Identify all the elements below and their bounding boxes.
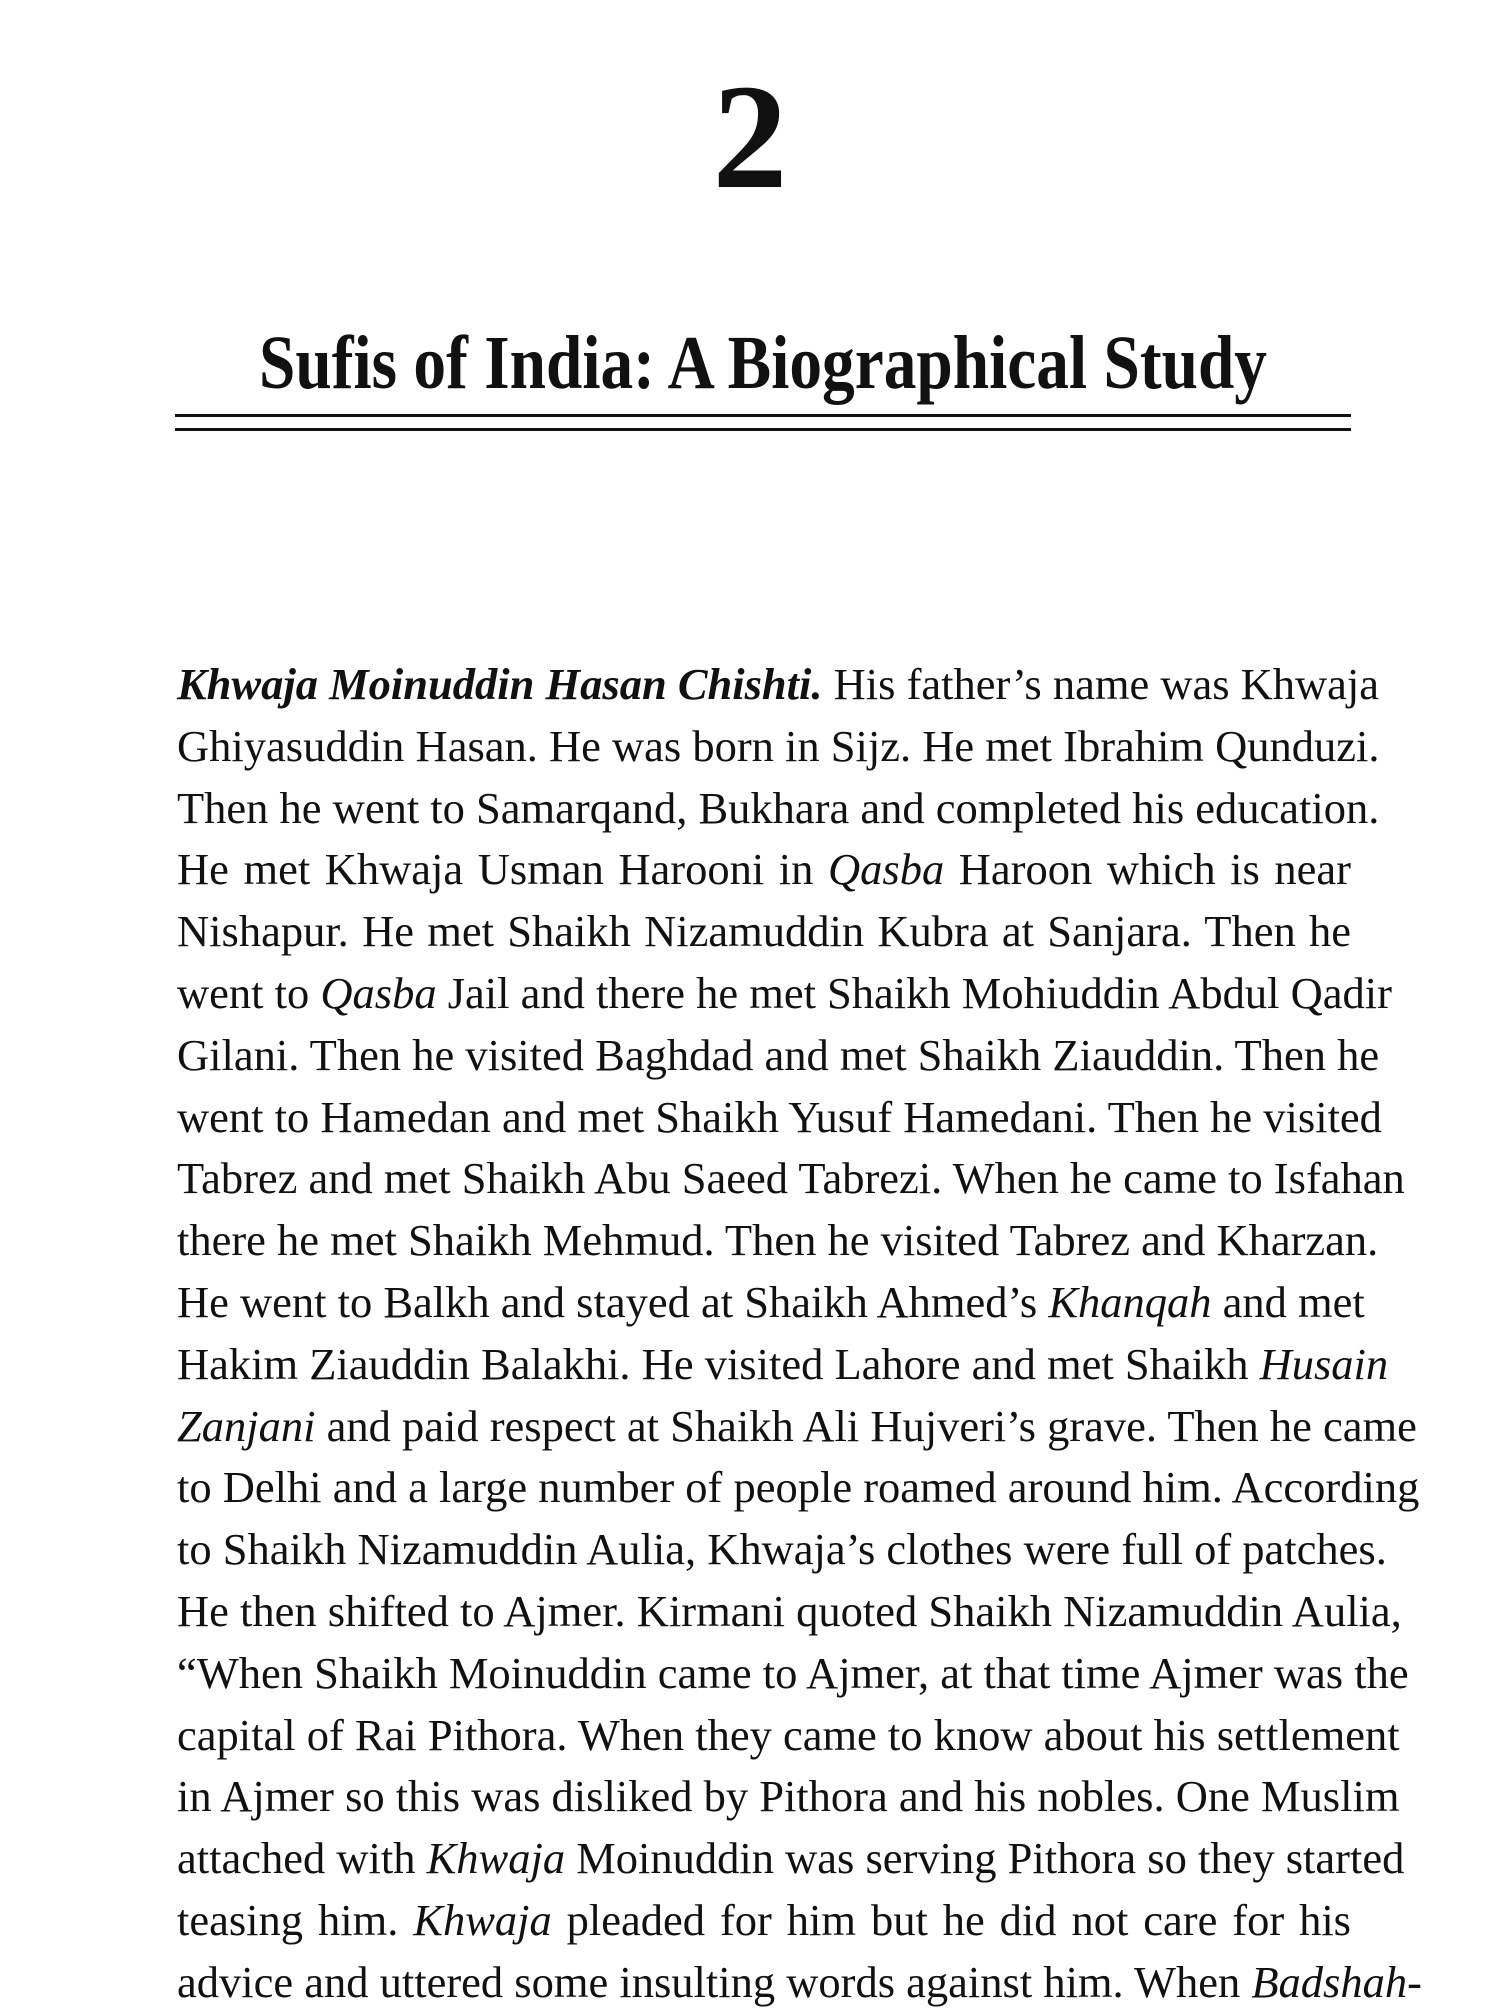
text-segment: attached with xyxy=(177,1833,427,1884)
text-line xyxy=(177,1334,1389,1396)
text-segment: “When Shaikh Moinuddin came to Ajmer, at that time Ajmer was the xyxy=(177,1647,1409,1698)
text-segment: to Shaikh Nizamuddin Aulia, Khwaja’s clothes were full of patches. xyxy=(177,1524,1387,1575)
body-paragraph xyxy=(177,654,1422,2014)
text-segment: Ghiyasuddin Hasan. He was born in Sijz. He met Ibrahim Qunduzi. xyxy=(177,720,1380,771)
text-segment: Tabrez and met Shaikh Abu Saeed Tabrezi. When he came to Isfahan xyxy=(177,1153,1405,1204)
text-segment: went to xyxy=(177,967,321,1018)
text-line xyxy=(177,716,1380,778)
text-segment: teasing him. xyxy=(177,1894,414,1945)
text-line xyxy=(177,901,1351,963)
text-segment: His father’s name was Khwaja xyxy=(822,659,1380,709)
emphasized-text: Zanjani xyxy=(177,1400,316,1451)
text-segment: to Delhi and a large number of people roamed around him. According xyxy=(177,1462,1420,1513)
text-line xyxy=(177,1457,1420,1519)
text-segment: He met Khwaja Usman Harooni in xyxy=(177,844,828,895)
text-line xyxy=(177,1952,1422,2014)
text-line xyxy=(177,1581,1402,1643)
text-segment: Nishapur. He met Shaikh Nizamuddin Kubra at Sanjara. Then he xyxy=(177,906,1351,957)
text-line xyxy=(177,839,1351,901)
text-segment: and met xyxy=(1211,1276,1365,1327)
text-line xyxy=(177,1519,1387,1581)
text-segment: advice and uttered some insulting words against him. When xyxy=(177,1956,1252,2007)
text-line xyxy=(177,1087,1382,1149)
text-segment: Moinuddin was serving Pithora so they started xyxy=(565,1833,1405,1884)
emphasized-text: Khwaja xyxy=(426,1833,566,1884)
emphasized-text: Badshah- xyxy=(1251,1956,1422,2007)
text-segment: Jail and there he met Shaikh Mohiuddin Abdul Qadir xyxy=(436,967,1392,1018)
emphasized-text: Khanqah xyxy=(1048,1276,1212,1327)
text-segment: He went to Balkh and stayed at Shaikh Ahmed’s xyxy=(177,1276,1049,1327)
text-segment: Gilani. Then he visited Baghdad and met Shaikh Ziauddin. Then he xyxy=(177,1029,1380,1080)
text-line xyxy=(177,1705,1400,1767)
text-line xyxy=(177,654,1380,716)
text-line xyxy=(177,1766,1400,1828)
text-segment: He then shifted to Ajmer. Kirmani quoted Shaikh Nizamuddin Aulia, xyxy=(177,1585,1402,1636)
text-segment: there he met Shaikh Mehmud. Then he visited Tabrez and Kharzan. xyxy=(177,1215,1379,1266)
emphasized-text: Khwaja Moinuddin Hasan Chishti. xyxy=(177,659,823,709)
text-line xyxy=(177,1210,1379,1272)
text-segment: went to Hamedan and met Shaikh Yusuf Hamedani. Then he visited xyxy=(177,1091,1382,1142)
text-line xyxy=(177,1148,1405,1210)
title-rule-bottom xyxy=(175,428,1351,431)
text-line xyxy=(177,963,1392,1025)
text-line xyxy=(177,1396,1417,1458)
text-segment: and paid respect at Shaikh Ali Hujveri’s grave. Then he came xyxy=(315,1400,1417,1451)
emphasized-text: Qasba xyxy=(828,844,945,895)
text-line xyxy=(177,1828,1405,1890)
text-line xyxy=(177,1025,1380,1087)
emphasized-text: Qasba xyxy=(320,967,437,1018)
emphasized-text: Husain xyxy=(1259,1338,1389,1389)
text-line xyxy=(177,1272,1365,1334)
text-segment: Then he went to Samarqand, Bukhara and completed his education. xyxy=(177,782,1380,833)
text-segment: Hakim Ziauddin Balakhi. He visited Lahore and met Shaikh xyxy=(177,1338,1260,1389)
title-rule-top xyxy=(175,414,1351,417)
text-line xyxy=(177,1890,1351,1952)
chapter-title: Sufis of India: A Biographical Study xyxy=(259,321,1267,405)
chapter-number: 2 xyxy=(712,54,788,220)
text-segment: Haroon which is near xyxy=(944,844,1351,895)
text-segment: pleaded for him but he did not care for his xyxy=(551,1894,1351,1945)
emphasized-text: Khwaja xyxy=(413,1894,552,1945)
text-segment: in Ajmer so this was disliked by Pithora and his nobles. One Muslim xyxy=(177,1771,1400,1822)
text-line xyxy=(177,1643,1409,1705)
text-line xyxy=(177,778,1380,840)
text-segment: capital of Rai Pithora. When they came to know about his settlement xyxy=(177,1709,1400,1760)
